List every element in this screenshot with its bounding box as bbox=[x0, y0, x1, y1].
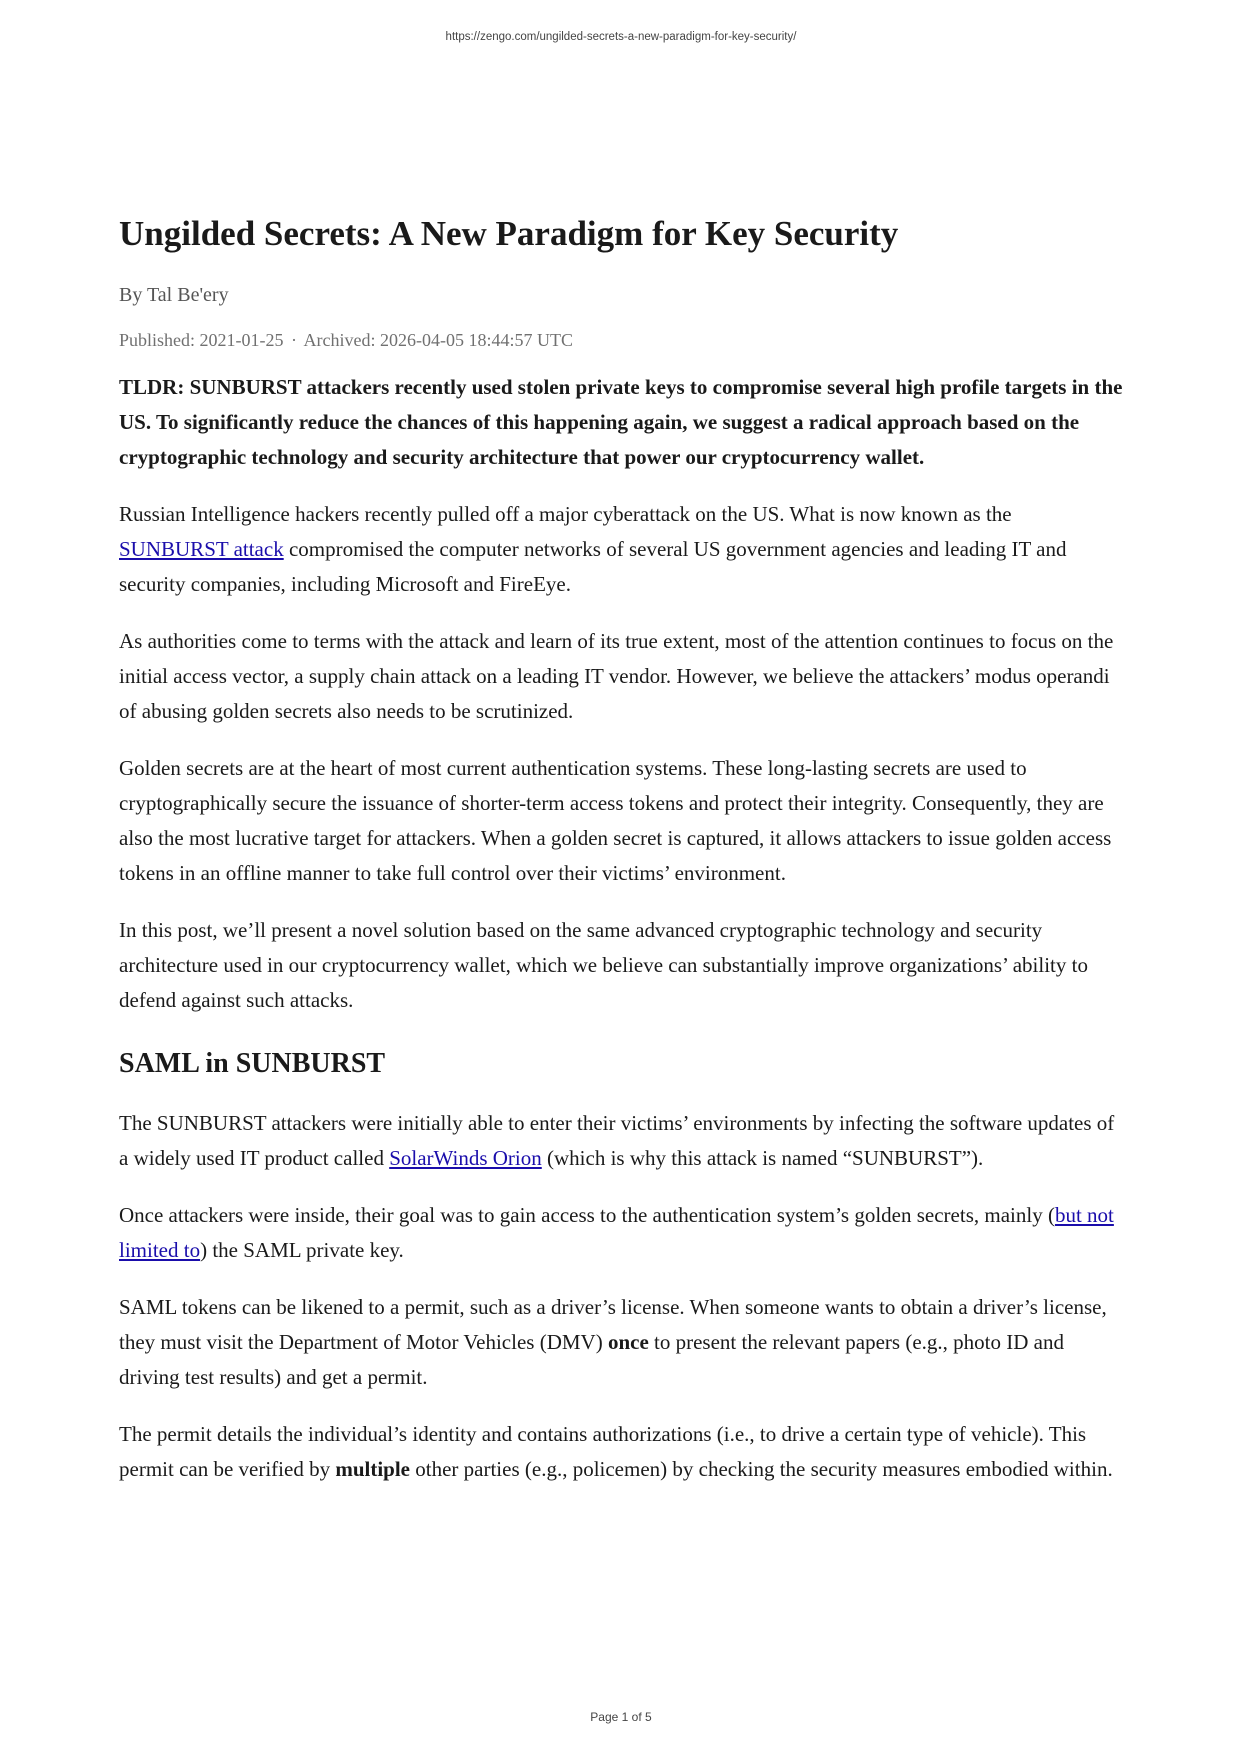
section-heading-saml: SAML in SUNBURST bbox=[119, 1048, 386, 1079]
article-byline: By Tal Be'ery bbox=[119, 284, 229, 306]
page-number-footer: Page 1 of 5 bbox=[590, 1710, 652, 1724]
archived-date: Archived: 2026-04-05 18:44:57 UTC bbox=[303, 330, 573, 350]
saml-paragraph-3: SAML tokens can be likened to a permit, such as a driver’s license. When someone wants to obtain a driver’s license, they must visit the Department of Motor Vehicles (DMV) once to present the relevant papers (e.g., photo ID and driving test results) and get a permit. bbox=[119, 1295, 1107, 1389]
published-date: Published: 2021-01-25 bbox=[119, 330, 284, 350]
intro-paragraph-2: As authorities come to terms with the attack and learn of its true extent, most of the attention continues to focus on the initial access vector, a supply chain attack on a leading IT vendor. However, we believe the attackers’ modus operandi of abusing golden secrets also needs to be scrutinized. bbox=[119, 629, 1114, 723]
saml-paragraph-4: The permit details the individual’s identity and contains authorizations (i.e., to drive a certain type of vehicle). This permit can be verified by multiple other parties (e.g., policemen) by checking the security measures embodied within. bbox=[119, 1422, 1113, 1481]
page-url-header: https://zengo.com/ungilded-secrets-a-new-paradigm-for-key-security/ bbox=[445, 31, 797, 43]
intro-paragraph-3: Golden secrets are at the heart of most current authentication systems. These long-lasting secrets are used to cryptographically secure the issuance of shorter-term access tokens and protect their integrity. Consequently, they are also the most lucrative target for attackers. When a golden secret is captured, it allows attackers to issue golden access tokens in an offline manner to take full control over their victims’ environment. bbox=[119, 756, 1112, 885]
article-title: Ungilded Secrets: A New Paradigm for Key Security bbox=[119, 214, 899, 253]
emphasis-multiple: multiple bbox=[335, 1457, 410, 1481]
saml-paragraph-1: The SUNBURST attackers were initially able to enter their victims’ environments by infecting the software updates of a widely used IT product called SolarWinds Orion (which is why this attack is named “SUNBURST”). bbox=[119, 1111, 1115, 1170]
saml-paragraph-2: Once attackers were inside, their goal was to gain access to the authentication system’s golden secrets, mainly (but not limited to) the SAML private key. bbox=[119, 1203, 1114, 1262]
article-meta bbox=[119, 328, 1124, 352]
intro-paragraph-1: Russian Intelligence hackers recently pulled off a major cyberattack on the US. What is now known as the SUNBURST attack compromised the computer networks of several US government agencies and leading IT and security companies, including Microsoft and FireEye. bbox=[119, 502, 1067, 596]
tldr-paragraph: TLDR: SUNBURST attackers recently used stolen private keys to compromise several high profile targets in the US. To significantly reduce the chances of this happening again, we suggest a radical approach based on the cryptographic technology and security architecture that power our cryptocurrency wallet. bbox=[119, 375, 1123, 469]
intro-paragraph-4: In this post, we’ll present a novel solution based on the same advanced cryptographic technology and security architecture used in our cryptocurrency wallet, which we believe can substantially improve organizations’ ability to defend against such attacks. bbox=[119, 918, 1088, 1012]
sunburst-attack-link[interactable]: SUNBURST attack bbox=[119, 537, 284, 561]
article bbox=[119, 212, 1124, 1487]
solarwinds-orion-link[interactable]: SolarWinds Orion bbox=[389, 1146, 542, 1170]
meta-separator: · bbox=[291, 330, 297, 350]
emphasis-once: once bbox=[607, 1330, 649, 1354]
but-not-limited-to-link[interactable]: but not limited to bbox=[119, 1203, 1114, 1262]
